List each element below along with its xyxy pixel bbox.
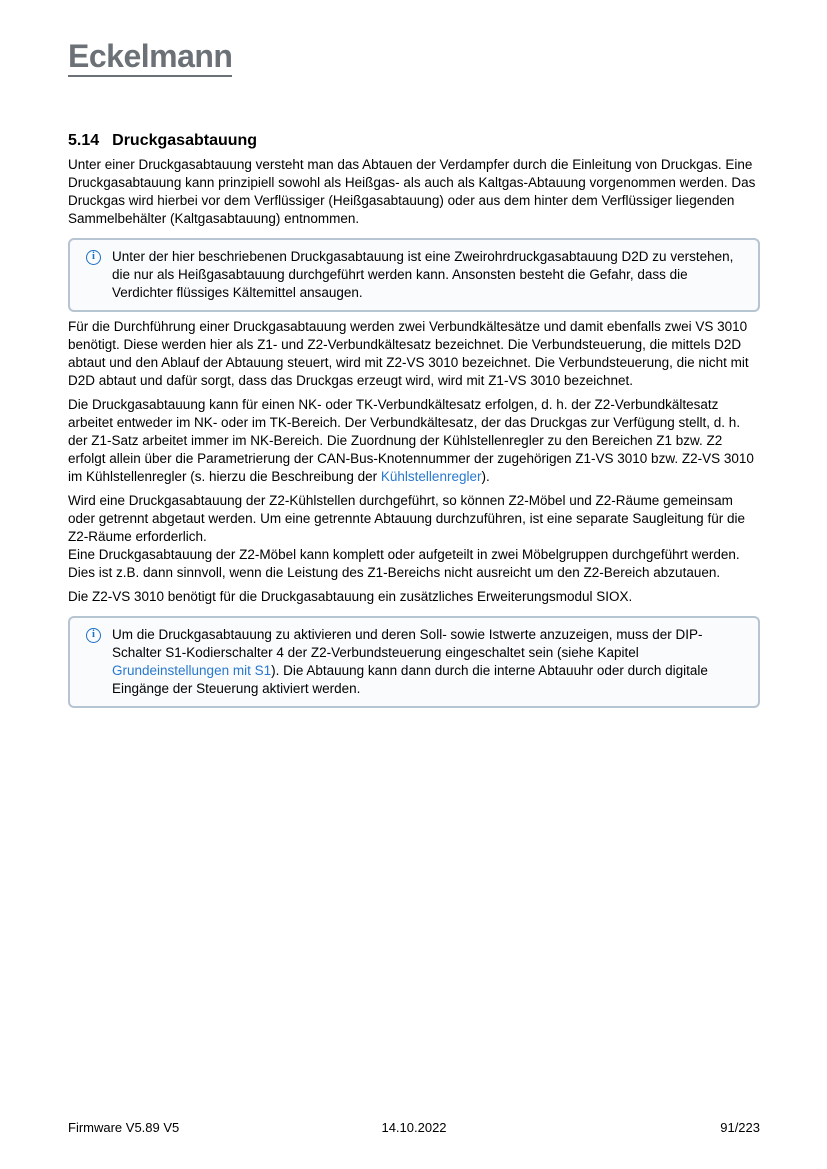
info-box-2-text-after: ). Die Abtauung kann dann durch die interne Abtauuhr oder durch digitale Eingänge der Steuerung aktiviert werden. <box>112 663 708 696</box>
footer-page-number: 91/223 <box>720 1120 760 1135</box>
info-box-1 <box>68 238 760 312</box>
paragraph-z2-abtauung-part1: Wird eine Druckgasabtauung der Z2-Kühlstellen durchgeführt, so können Z2-Möbel und Z2-Räume gemeinsam oder getrennt abgetaut werden. Um eine getrennte Abtauung durchzuführen, ist eine separate Saugleitung für die Z2-Räume erforderlich. <box>68 493 745 544</box>
paragraph-z2-abtauung-part2: Eine Druckgasabtauung der Z2-Möbel kann komplett oder aufgeteilt in zwei Möbelgruppen durchgeführt werden. Dies ist z.B. dann sinnvoll, wenn die Leistung des Z1-Bereichs nicht ausreicht um den Z2-Bereich abzutauen. <box>68 547 740 580</box>
paragraph-zuordnung-text: Die Druckgasabtauung kann für einen NK- oder TK-Verbundkältesatz erfolgen, d. h. der Z2-Verbundkältesatz arbeitet entweder im NK- oder im TK-Bereich. Der Verbundkältesatz, der das Druckgas zur Verfügung stellt, d. h. der Z1-Satz arbeitet immer im NK-Bereich. Die Zuordnung der Kühlstellenregler zu den Bereichen Z1 bzw. Z2 erfolgt allein über die Parametrierung der CAN-Bus-Knotennummer der zugehörigen Z1-VS 3010 bzw. Z2-VS 3010 im Kühlstellenregler (s. hierzu die Beschreibung der <box>68 397 754 484</box>
eckelmann-logo <box>68 40 232 77</box>
page-content <box>68 0 760 708</box>
paragraph-z2-abtauung <box>68 492 760 582</box>
footer-firmware-version: Firmware V5.89 V5 <box>68 1120 180 1135</box>
info-box-2-text <box>112 626 744 698</box>
info-icon: i <box>86 628 101 643</box>
paragraph-zuordnung <box>68 396 760 486</box>
section-number: 5.14 <box>68 132 100 149</box>
paragraph-siox: Die Z2-VS 3010 benötigt für die Druckgasabtauung ein zusätzliches Erweiterungsmodul SIOX. <box>68 589 633 604</box>
logo-wordmark: Eckelmann <box>68 38 233 74</box>
paragraph-verbund: Für die Durchführung einer Druckgasabtauung werden zwei Verbundkältesätze und damit ebenfalls zwei VS 3010 benötigt. Diese werden hier als Z1- und Z2-Verbundkältesatz bezeichnet. Die Verbundsteuerung, die mittels D2D abtaut und den Ablauf der Abtauung steuert, wird mit Z2-VS 3010 bezeichnet. Die Verbundsteuerung, die nicht mit D2D abtaut und dafür sorgt, dass das Druckgas erzeugt wird, wird mit Z1-VS 3010 bezeichnet. <box>68 319 749 388</box>
link-grundeinstellungen-s1[interactable]: Grundeinstellungen mit S1 <box>112 663 272 678</box>
section-title: Druckgasabtauung <box>112 132 258 149</box>
info-box-2 <box>68 616 760 708</box>
footer-date: 14.10.2022 <box>381 1120 447 1135</box>
info-icon: i <box>86 250 101 265</box>
info-box-1-text: Unter der hier beschriebenen Druckgasabtauung ist eine Zweirohrdruckgasabtauung D2D zu verstehen, die nur als Heißgasabtauung durchgeführt werden kann. Ansonsten besteht die Gefahr, dass die Verdichter flüssiges Kältemittel ansaugen. <box>112 249 734 300</box>
paragraph-zuordnung-suffix: ). <box>481 469 490 484</box>
info-box-2-text-before: Um die Druckgasabtauung zu aktivieren und deren Soll- sowie Istwerte anzuzeigen, muss der DIP-Schalter S1-Kodierschalter 4 der Z2-Verbundsteuerung eingeschaltet sein (siehe Kapitel <box>112 627 703 660</box>
link-kuehlstellenregler[interactable]: Kühlstellenregler <box>380 469 482 484</box>
section-heading <box>68 131 760 150</box>
paragraph-intro: Unter einer Druckgasabtauung versteht man das Abtauen der Verdampfer durch die Einleitung von Druckgas. Eine Druckgasabtauung kann prinzipiell sowohl als Heißgas- als auch als Kaltgas-Abtauung vorgenommen werden. Das Druckgas wird hierbei vor dem Verflüssiger (Heißgasabtauung) oder aus dem hinter dem Verflüssiger liegenden Sammelbehälter (Kaltgasabtauung) entnommen. <box>68 157 756 226</box>
